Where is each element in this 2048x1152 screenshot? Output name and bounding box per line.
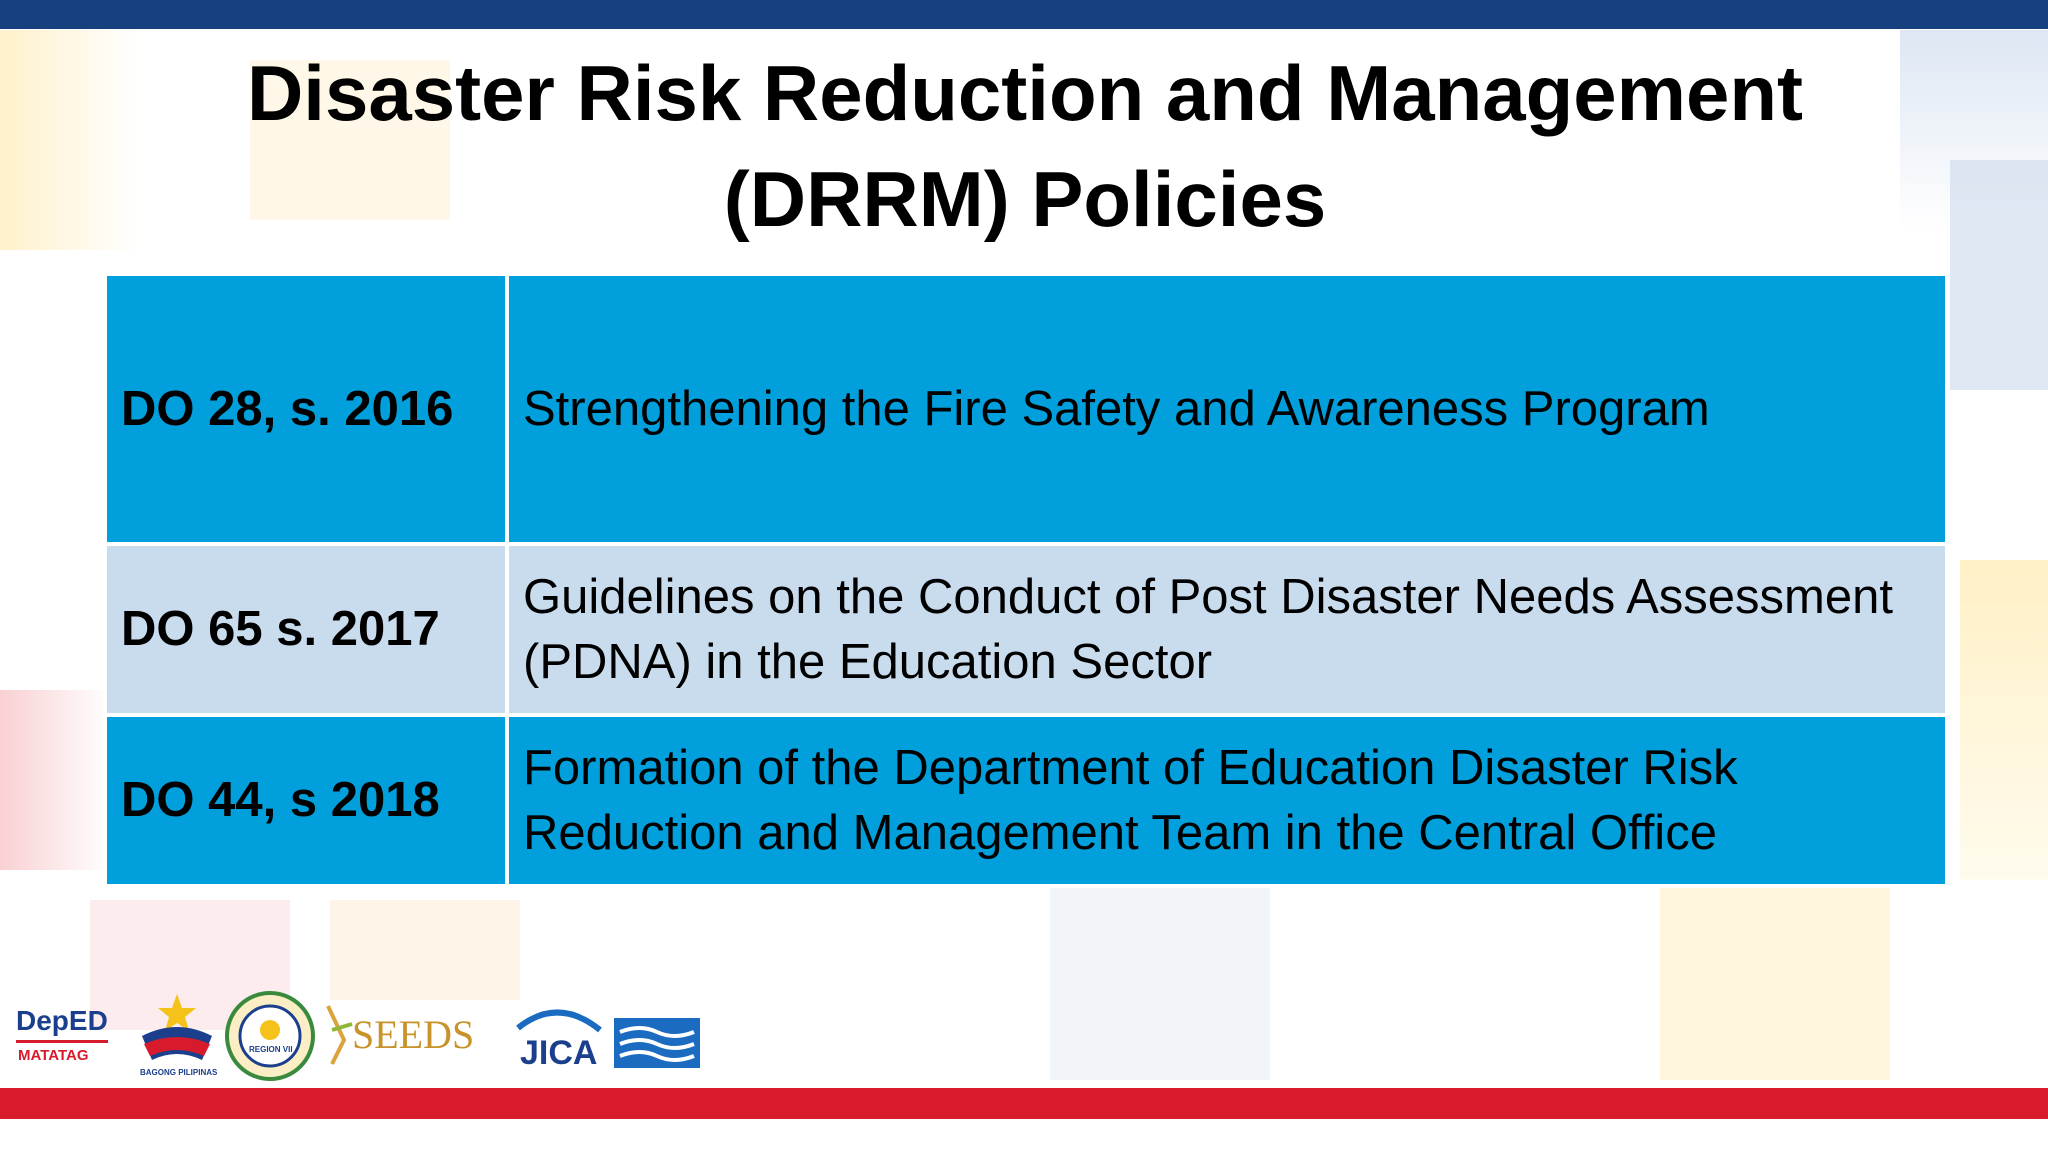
table-row xyxy=(105,544,1947,715)
bagong-pilipinas-text: BAGONG PILIPINAS xyxy=(140,1068,218,1077)
table-row xyxy=(105,715,1947,886)
policy-code: DO 44, s 2018 xyxy=(105,715,507,886)
policy-description: Guidelines on the Conduct of Post Disaster Needs Assessment (PDNA) in the Education Sector xyxy=(507,544,1947,715)
sun-star-icon xyxy=(158,994,196,1031)
background-decoration xyxy=(1950,160,2048,390)
seal-sun-icon xyxy=(260,1020,280,1040)
table-row xyxy=(105,274,1947,544)
seeds-logo-text: SEEDS xyxy=(352,1012,475,1057)
jica-logo-text: JICA xyxy=(520,1034,598,1072)
jica-logo xyxy=(508,996,608,1076)
jica-arc-icon xyxy=(518,1012,600,1030)
deped-logo-text: DepED xyxy=(16,1005,108,1036)
background-decoration xyxy=(1050,880,1270,1080)
background-decoration xyxy=(0,690,110,870)
slide-title-line-2: (DRRM) Policies xyxy=(723,155,1327,243)
policy-code: DO 65 s. 2017 xyxy=(105,544,507,715)
deped-logo xyxy=(14,996,114,1076)
deped-logo-subtext: MATATAG xyxy=(18,1047,89,1064)
bagong-pilipinas-logo xyxy=(132,990,222,1080)
background-decoration xyxy=(1660,880,1890,1080)
policy-description: Formation of the Department of Education Disaster Risk Reduction and Management Team in the Central Office xyxy=(507,715,1947,886)
bottom-color-bar xyxy=(0,1088,2048,1119)
background-decoration xyxy=(1960,560,2048,880)
deped-logo-rule xyxy=(16,1040,108,1043)
background-decoration xyxy=(330,900,520,1000)
slide-title-line-1: Disaster Risk Reduction and Management xyxy=(246,49,1804,137)
top-color-bar xyxy=(0,0,2048,29)
background-decoration xyxy=(0,30,140,250)
wave-emblem-logo xyxy=(614,1018,700,1068)
policy-table xyxy=(103,272,1949,888)
policy-code: DO 28, s. 2016 xyxy=(105,274,507,544)
partner-logos xyxy=(14,990,714,1080)
region-seal-logo xyxy=(224,990,316,1082)
seeds-sprout-icon xyxy=(328,1006,344,1064)
policy-description: Strengthening the Fire Safety and Awareness Program xyxy=(507,274,1947,544)
seeds-logo xyxy=(322,1000,512,1070)
seal-region-text: REGION VII xyxy=(249,1045,293,1054)
slide-title xyxy=(120,40,1930,252)
